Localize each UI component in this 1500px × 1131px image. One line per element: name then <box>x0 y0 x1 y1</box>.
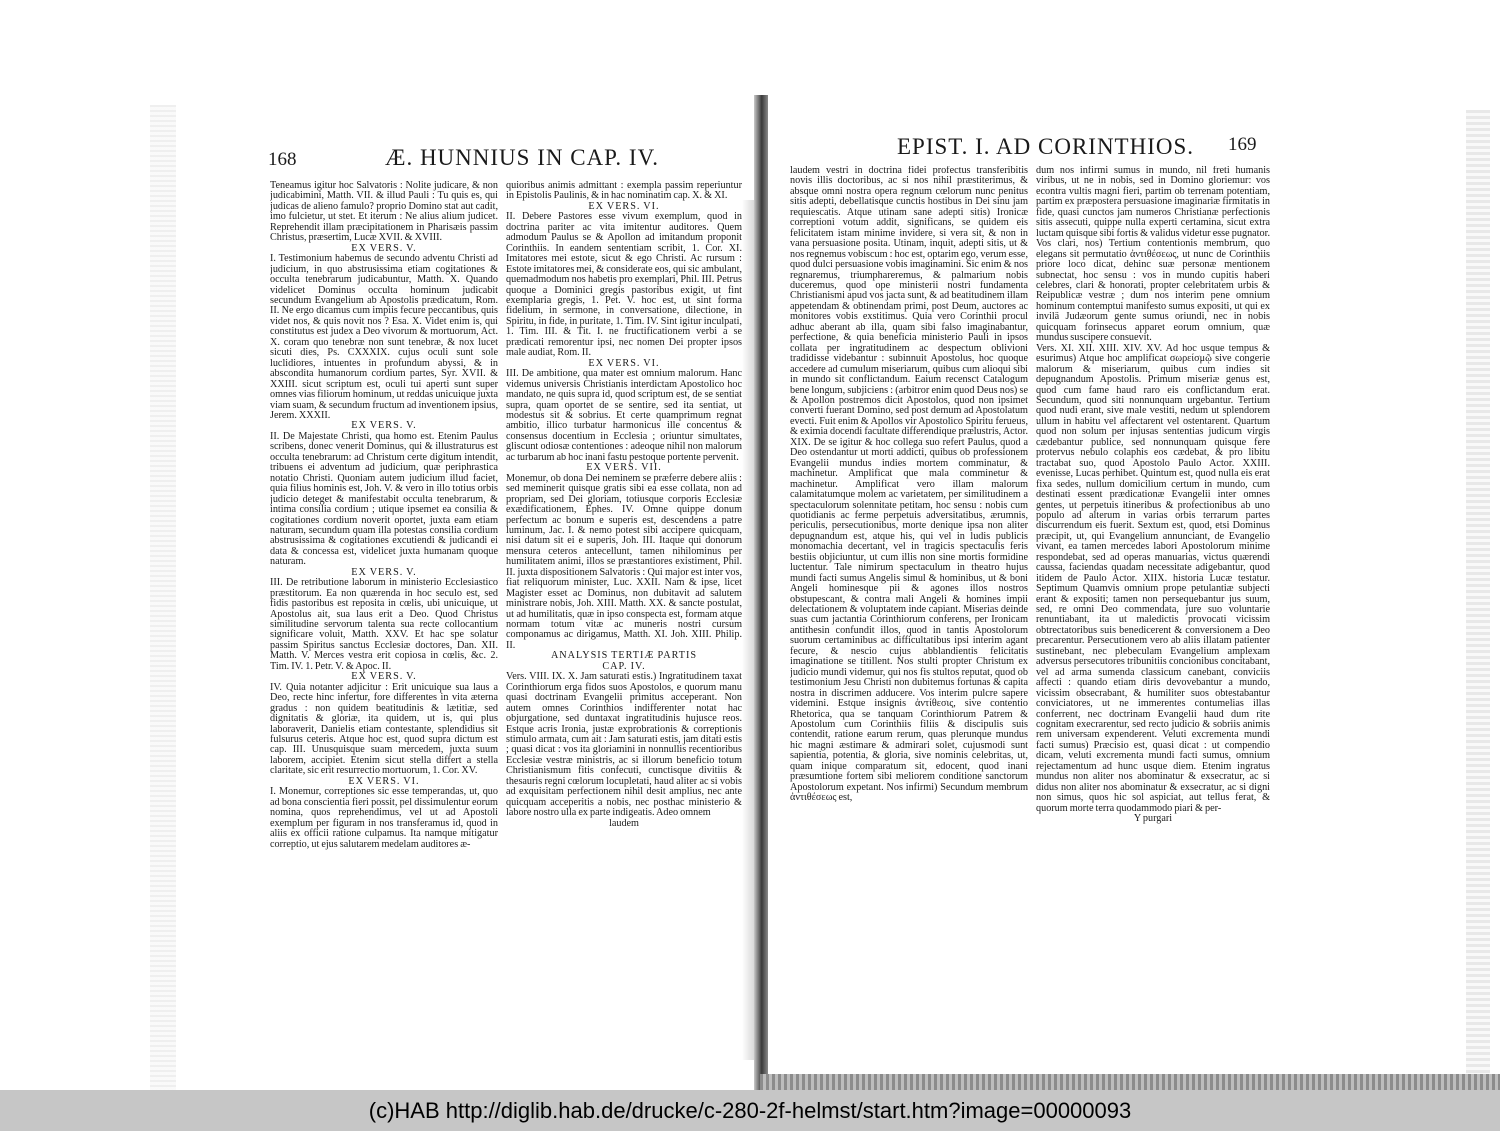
page-stack-edge <box>760 1074 1500 1090</box>
section-heading: EX VERS. V. <box>351 242 417 254</box>
section-heading: EX VERS. VI. <box>348 775 420 787</box>
catchword: Y purgari <box>1133 813 1173 825</box>
left-page-column-2 <box>506 181 742 1021</box>
text-paragraph: I. Testimonium habemus de secundo adventu Christi ad judicium, in quo abstrusissima etiam cogitationes & occulta tenebrarum judicabuntur, Matth. X. Quando videlicet Dominus occulta hominum judicabit secundum Evangelium ab Apostolis prædicatum, Rom. II. Ne ergo dicamus cum impiis fecure peccantibus, quis videt nos, & quis novit nos ? Esa. X. Videt enim is, qui constitutus est judex a Deo vivorum & mortuorum, Act. X. coram quo tenebræ non sunt tenebræ, & nox lucet sicuti dies, Ps. CXXXIX. cujus oculi sunt sole luclidiores, intuentes in profundum abyssi, & in abscondita humanorum cordium partes, Syr. XVII. & XXIII. sicut scriptum est, oculi tui aperti sunt super omnes vias filiorum hominum, ut reddas unicuique juxta viam suam, & secundum fructum ad inventionem ipsius, Jerem. XXXII. <box>270 253 498 421</box>
text-paragraph: Monemur, ob dona Dei neminem se præferre debere aliis : sed meminerit quisque gratis sibi ea esse collata, non ad propriam, sed Dei gloriam, totiusque corporis Ecclesiæ exædificationem, Ephes. IV. Omne quippe donum perfectum ac bonum e superis est, descendens a patre luminum, Jac. I. & nemo potest sibi accipere quicquam, nisi datum sit ei e superis, Joh. III. Itaque qui donorum mensura ceteros antecellunt, tamen nihilominus per humilitatem animi, illos se præstantiores existiment, Phil. II. juxta dispositionem Salvatoris : Qui major est inter vos, fiat reliquorum minister, Luc. XXII. Nam & ipse, licet Magister esset ac Dominus, non dubitavit ad salutem ministrare nobis, Joh. XIII. Matth. XX. & sancte postulat, ut ad humilitatis, quæ in ipso conspecta est, formam atque normam totum vitæ ac muneris nostri cursum componamus ac dirigamus, Matth. XI. Joh. XIII. Philip. II. <box>506 472 742 651</box>
text-paragraph: II. De Majestate Christi, qua homo est. Etenim Paulus scribens, donec venerit Dominus, qui & illustraturus est occulta tenebrarum: ad Christum certe digitum intendit, tribuens ei adventum ad judicium, quæ periphrastica notatio Christi. Quoniam autem judicium illud faciet, quia filius hominis est, Joh. V. & vero in illo totius orbis judicio deteget & manifestabit occulta tenebrarum, & intima consilia cordium ; utique ipsemet ea consilia & cogitationes cordium noverit oportet, juxta eam etiam naturam, secundum quam illa potestas consilia cordium abstrusissima & cogitationes excutiendi & judicandi ei data & concessa est, videlicet juxta humanam quoque naturam. <box>270 430 498 568</box>
left-page-column-1 <box>270 181 498 1021</box>
section-heading: EX VERS. V. <box>351 420 417 432</box>
right-page-edge <box>1466 110 1490 1090</box>
page-number-left: 168 <box>268 149 297 170</box>
page-number-right: 169 <box>1228 134 1257 155</box>
book-gutter <box>754 95 768 1090</box>
section-heading: EX VERS. VI. <box>588 200 660 212</box>
left-page-edge <box>150 105 176 1090</box>
catchword: laudem <box>609 817 639 829</box>
text-paragraph: Vers. XI. XII. XIII. XIV. XV. Ad hoc usque tempus & esurimus) Atque hoc amplificat σωρείσμῷ sive congerie malorum & miseriarum, quibus cum indies sit depugnandum Apostolis. Primum miseriæ genus est, quod cum fame haud raro eis conflictandum erat. Secundum, quod siti nonnunquam urgebantur. Tertium quod nudi erant, sive male vestiti, nedum ut splendorem ullum in habitu vel affectarent vel ostentarent. Quartum quod non solum per injusas sententias judicum virgis cædebantur publice, sed nonnunquam quisque fere protervus nebulo colaphis eos cædebat, & pro libitu tractabat suo, quod Apostolo Paulo Actor. XXIII. evenisse, Lucas perhibet. Quintum est, quod nulla eis erat fixa sedes, nullum domicilium certum in mundo, cum destinati essent prædicationæ Evangelii inter omnes gentes, ut perpetuis itineribus & profectionibus ab uno populo ad alterum in varias orbis terrarum partes discurrendum eis fuerit. Sextum est, quod, etsi Dominus præcipit, ut, qui Evangelium annunciant, de Evangelio vivant, ea tamen mercedes labori Apostolorum minime respondebat, sed ad operas manuarias, victus quærendi caussa, faciendas quadam necessitate adigebantur, quod itidem de Paulo Actor. XIIX. historia Lucæ testatur. Septimum Quamvis omnium prope petulantiæ subjecti erant & expositi; tamen non persequebantur jus suum, sed, re omni Deo commendata, jure suo voluntarie renuntiabant, ita ut maledictis provocati vicissim obtrectatoribus suis benedicerent & conversionem a Deo precarentur. Persecutionem vero ab aliis illatam patienter sustinebant, nec plebeculam Evangelium amplexam adversus persecutores tribunitiis concionibus concitabant, vel ad arma sumenda classicum canebant, conviciis affecti : quando etiam diris devovebantur a mundo, vicissim obsecrabant, & humiliter suos obtestabantur conviciatores, ut ne immerentes contumelias illas conferrent, nec doctrinam Evangelii haud dum rite cognitam execrarentur, sed recto judicio & sobriis animis rem universam expenderent. Veluti excrementa mundi facti sumus) Præcisio est, quasi dicat : ut compendio dicam, veluti excrementa mundi facti sumus, omnium rejectamentum ad hunc usque diem. Etenim ingratus mundus non aliter nos abominatur & exsecratur, ac si didus non aliter nos abominatur & exsecratur, ac si digni non simus, quos hic sol aspiciat, aut tellus ferat, & quorum morte terra quodammodo piari & per- <box>1036 342 1270 814</box>
text-paragraph: IV. Quia notanter adjicitur : Erit unicuique sua laus a Deo, recte hinc infertur, fore differentes in vita æterna gradus : non quidem beatitudinis & lætitiæ, sed dignitatis & gloriæ, ita quidem, ut is, qui plus laboraverit, Danielis etiam contestante, splendidius sit fulsurus ceteris. Atque hoc est, quod supra dictum est cap. III. Unusquisque suam mercedem, juxta suum laborem, accipiet. Etenim sicut stella differt a stella claritate, sic erit resurrectio mortuorum, 1. Cor. XV. <box>270 681 498 777</box>
section-heading: EX VERS. VII. <box>586 462 662 474</box>
text-paragraph: laudem vestri in doctrina fidei profectus transferibitis novis illis doctoribus, ac si nos nihil præstiterimus, & absque omni nostra opera regnum cœlorum nunc penitus sitis adepti, debellatisque cunctis hostibus in Dei sinu jam requiescatis. Atque utinam sane adepti sitis) Ironicæ correptioni votum addit, significans, se quidem eis felicitatem istam minime invidere, si vera sit, & non in vana persuasione posita. Utinam, inquit, adepti sitis, ut & nos regnemus vobiscum : hoc est, optarim ego, verum esse, quod dulci persuasione vobis imaginamini. Sic enim & nos regnaremus, triumphareremus, & palmarium nobis duceremus, quod ope ministerii nostri fundamenta Christianismi apud vos jacta sunt, & ad beatitudinem illam appetendam & obtinendam primi, post Deum, auctores ac monitores vobis exstitimus. Quia vero Corinthii procul adhuc aberant ab illa, quam sibi falso imaginabantur, perfectione, & quia beneficia ministerio Pauli in ipsos collata per ingratitudinem ac despectum oblivioni tradidisse videbantur : subinnuit Apostolus, hoc quoque accedere ad cumulum miseriarum, quibus cum alioqui sibi in mundo sit conflictandum. Eaium recensct Catalogum bene longum, subjiciens : (arbitror enim quod Deus nos) se & Apollon postremos dicit Apostolos, quod non ipsimet converti fuerant Domino, sed post demum ad Apostolatum evecti. Fuit enim & Apollos vir Apostolico Spiritu ferueus, & eximia docendi facultate differendique prælustris, Actor. XIX. De se igitur & hoc collega suo refert Paulus, quod a Deo ostendantur ut morti addicti, quibus ob professionem Evangelii mundus indies mortem comminatur, & machinetur. Amplificat que mala comminetur & machinetur. Amplificat vero illam malorum calamitatumque molem ac varietatem, per similitudinem a spectaculorum solennitate petitam, hoc sensu : nobis cum quotidianis ac ferme perpetuis adversitatibus, ærumnis, periculis, persecutionibus, morte denique ipsa non aliter depugnandum est, atque his, qui vel in ludis publicis monomachia decertant, vel in tragicis spectaculis feris bestiis objiciuntur, ut cum illis non sine mortis formidine luctentur. Tale nimirum spectaculum in theatro hujus mundi facti sumus Angelis simul & hominibus, ut & boni Angeli hominesque pii & agones illos nostros obstupescant, & contra mali Angeli & homines impii delectationem & voluptatem inde capiant. Miserias deinde suas cum jactantia Corinthiorum conferens, per Ironicam antithesin confundit illos, quod in tantis Apostolorum suorum certaminibus ac difficultatibus ipsi interim agant fecure, & nescio cujus abblandientis felicitatis imaginatione se titillent. Nos stulti propter Christum ex judicio mundi videmur, qui nos fis stultos reputat, quod ob testimonium Jesu Christi non dubitemus fortunas & capita nostra in discrimen adducere. Vos interim pulcre sapere videmini. Estque insignis ἀντίθεσις, sive contentio Rhetorica, qua se tanquam Corinthiorum Patrem & Apostolum cum Corinthiis filiis & discipulis suis contendit, ratione earum rerum, quas plerunque mundus hic magni æstimare & admirari solet, cujusmodi sunt sapientia, potentia, & gloria, sive nominis celebritas, ut, quam inique comparatum sit, edocent, quod inani præsumtione fortem sibi meliorem conditione sanctorum Apostolorum expetant. Nos infirmi) Secundum membrum ἀντιθέσεως est, <box>790 166 1028 804</box>
section-heading: EX VERS. V. <box>351 566 417 578</box>
gutter-shadow <box>742 200 754 1060</box>
section-heading: EX VERS. VI. <box>588 357 660 369</box>
section-heading: ANALYSIS TERTIÆ PARTIS <box>550 650 698 662</box>
text-paragraph: Teneamus igitur hoc Salvatoris : Nolite judicare, & non judicabimini, Matth. VII. & illud Pauli : Tu quis es, qui judicas de alieno famulo? proprio Domino stat aut cadit, imo fulcietur, ut stet. Et iterum : Ne alius alium judicet. Reprehendit illam præcipitationem in Pharisæis passim Christus, præsertim, Lucæ XVII. & XVIII. <box>270 181 498 244</box>
text-paragraph: quioribus animis admittant : exempla passim reperiuntur in Epistolis Paulinis, & in hac nominatim cap. X. & XI. <box>506 181 742 202</box>
running-head-right: EPIST. I. AD CORINTHIOS. <box>897 134 1195 159</box>
text-paragraph: dum nos infirmi sumus in mundo, nil freti humanis viribus, ut ne in nobis, sed in Domino gloriemur: vos econtra vultis magni fieri, partim ob terrenam potentiam, partim ex præpostera persuasione imaginariæ firmitatis in fide, quasi cunctos jam numeros Christianæ perfectionis sitis assecuti, quippe nulla experti certamina, sicut extra luctam quisque sibi fortis & validus videtur esse pugnator. Vos clari, nos) Tertium contentionis membrum, quo elegans sit permutatio ἀντιθέσεως, ut nunc de Corinthiis priore loco dicat, dehinc suæ personæ mentionem subnectat, hoc sensu : vos in mundo cupitis haberi celebres, clari & honorati, propter celebritatem urbis & Reipublicæ vestræ ; dum nos interim pene omnium hominum contemptui manifesto sumus expositi, ut qui ex invilä Judæorum gente sumus oriundi, nec in nobis quicquam forinsecus apparet eorum omnium, quæ mundus suscipere consuevit. <box>1036 166 1270 344</box>
right-page-column-2 <box>1036 166 1270 996</box>
copyright-source-footer: (c)HAB http://diglib.hab.de/drucke/c-280-2f-helmst/start.htm?image=00000093 <box>0 1090 1500 1131</box>
running-head-left: Æ. HUNNIUS IN CAP. IV. <box>385 145 659 170</box>
text-paragraph: III. De ambitione, qua mater est omnium malorum. Hanc videmus universis Christianis interdictam Apostolico hoc mandato, ne quis supra id, quod scriptum est, de se sentiat supra, quam oportet de se sentire, sed ita sentiat, ut modestus sit & sobrius. Et certe quamprimum regnat ambitio, illico turbatur harmonicus ille concentus & consensus docentium in Ecclesia ; oriuntur simultates, gliscunt odiosæ contentiones : adeoque nihil non malorum ac turbarum ab hoc inani fastu pestoque portente pervenit. <box>506 368 742 463</box>
text-paragraph: Vers. VIII. IX. X. Jam saturati estis.) Ingratitudinem taxat Corinthiorum erga fidos suos Apostolos, e quorum manu quasi doctrinam Evangelii primitus acceperant. Non autem omnes Corinthios indifferenter notat hac objurgatione, sed duntaxat ingratitudinis hujusce reos. Estque acris Ironia, justæ exprobrationis & correptionis stimulo armata, cum ait : Jam saturati estis, jam ditati estis ; quasi dicat : vos ita gloriamini in nonnullis recentioribus Ecclesiæ vestræ ministris, ac si illorum beneficio totum Christianismum fitis confecuti, cunctisque divitiis & thesauris regni cœlorum locupletati, haud aliter ac si vobis ad exquisitam perfectionem nihil desit amplius, nec ante quicquam acceperitis a nobis, nec posthac ministerio & labore nostro ulla ex parte indigeatis. Adeo omnem <box>506 671 742 819</box>
right-page-column-1 <box>790 166 1028 996</box>
text-paragraph: II. Debere Pastores esse vivum exemplum, quod in doctrina pariter ac vita imitentur auditores. Quem admodum Paulus se & Apollon ad imitandum proponit Corinthiis. In eandem sententiam scribit, 1. Cor. XI. Imitatores mei estote, sicut & ego Christi. Ac rursum : Estote imitatores mei, & considerate eos, qui sic ambulant, quemadmodum nos habetis pro exemplari, Phil. III. Petrus quoque a Dominici gregis pastoribus exigit, ut fint exemplaria gregis, 1. Pet. V. hoc est, ut sint forma fidelium, in sermone, in conversatione, dilectione, in Spiritu, in fide, in puritate, 1. Tim. IV. Sint igitur inculpati, 1. Tim. III. & Tit. I. ne fructificationem verbi a se prædicati remorentur ipsi, nec nomen Dei propter ipsos male audiat, Rom. II. <box>506 211 742 359</box>
text-paragraph: I. Monemur, correptiones sic esse temperandas, ut, quo ad bona conscientia fieri possit, pel dissimulentur eorum nomina, quos reprehendimus, vel ut ad Apostoli exemplum per figuram in nos transferamus id, quod in aliis ex officii ratione culpamus. Ita namque mitigatur correptio, ut ejus salutarem medelam auditores æ- <box>270 786 498 850</box>
section-heading: CAP. IV. <box>602 660 646 672</box>
section-heading: EX VERS. V. <box>351 671 417 683</box>
text-paragraph: III. De retributione laborum in ministerio Ecclesiastico præstitorum. Ea non quærenda in hoc seculo est, sed fidis pastoribus est reposita in cœlis, ubi unicuique, ut Apostolus ait, sua laus erit a Deo. Quod Christus similitudine servorum talenta sua recte collocantium significare voluit, Matth. XXV. Et hac spe solatur passim Spiritus sanctus Ecclesiæ doctores, Dan. XII. Matth. V. Merces vestra erit copiosa in cœlis, &c. 2. Tim. IV. 1. Petr. V. & Apoc. II. <box>270 577 498 672</box>
